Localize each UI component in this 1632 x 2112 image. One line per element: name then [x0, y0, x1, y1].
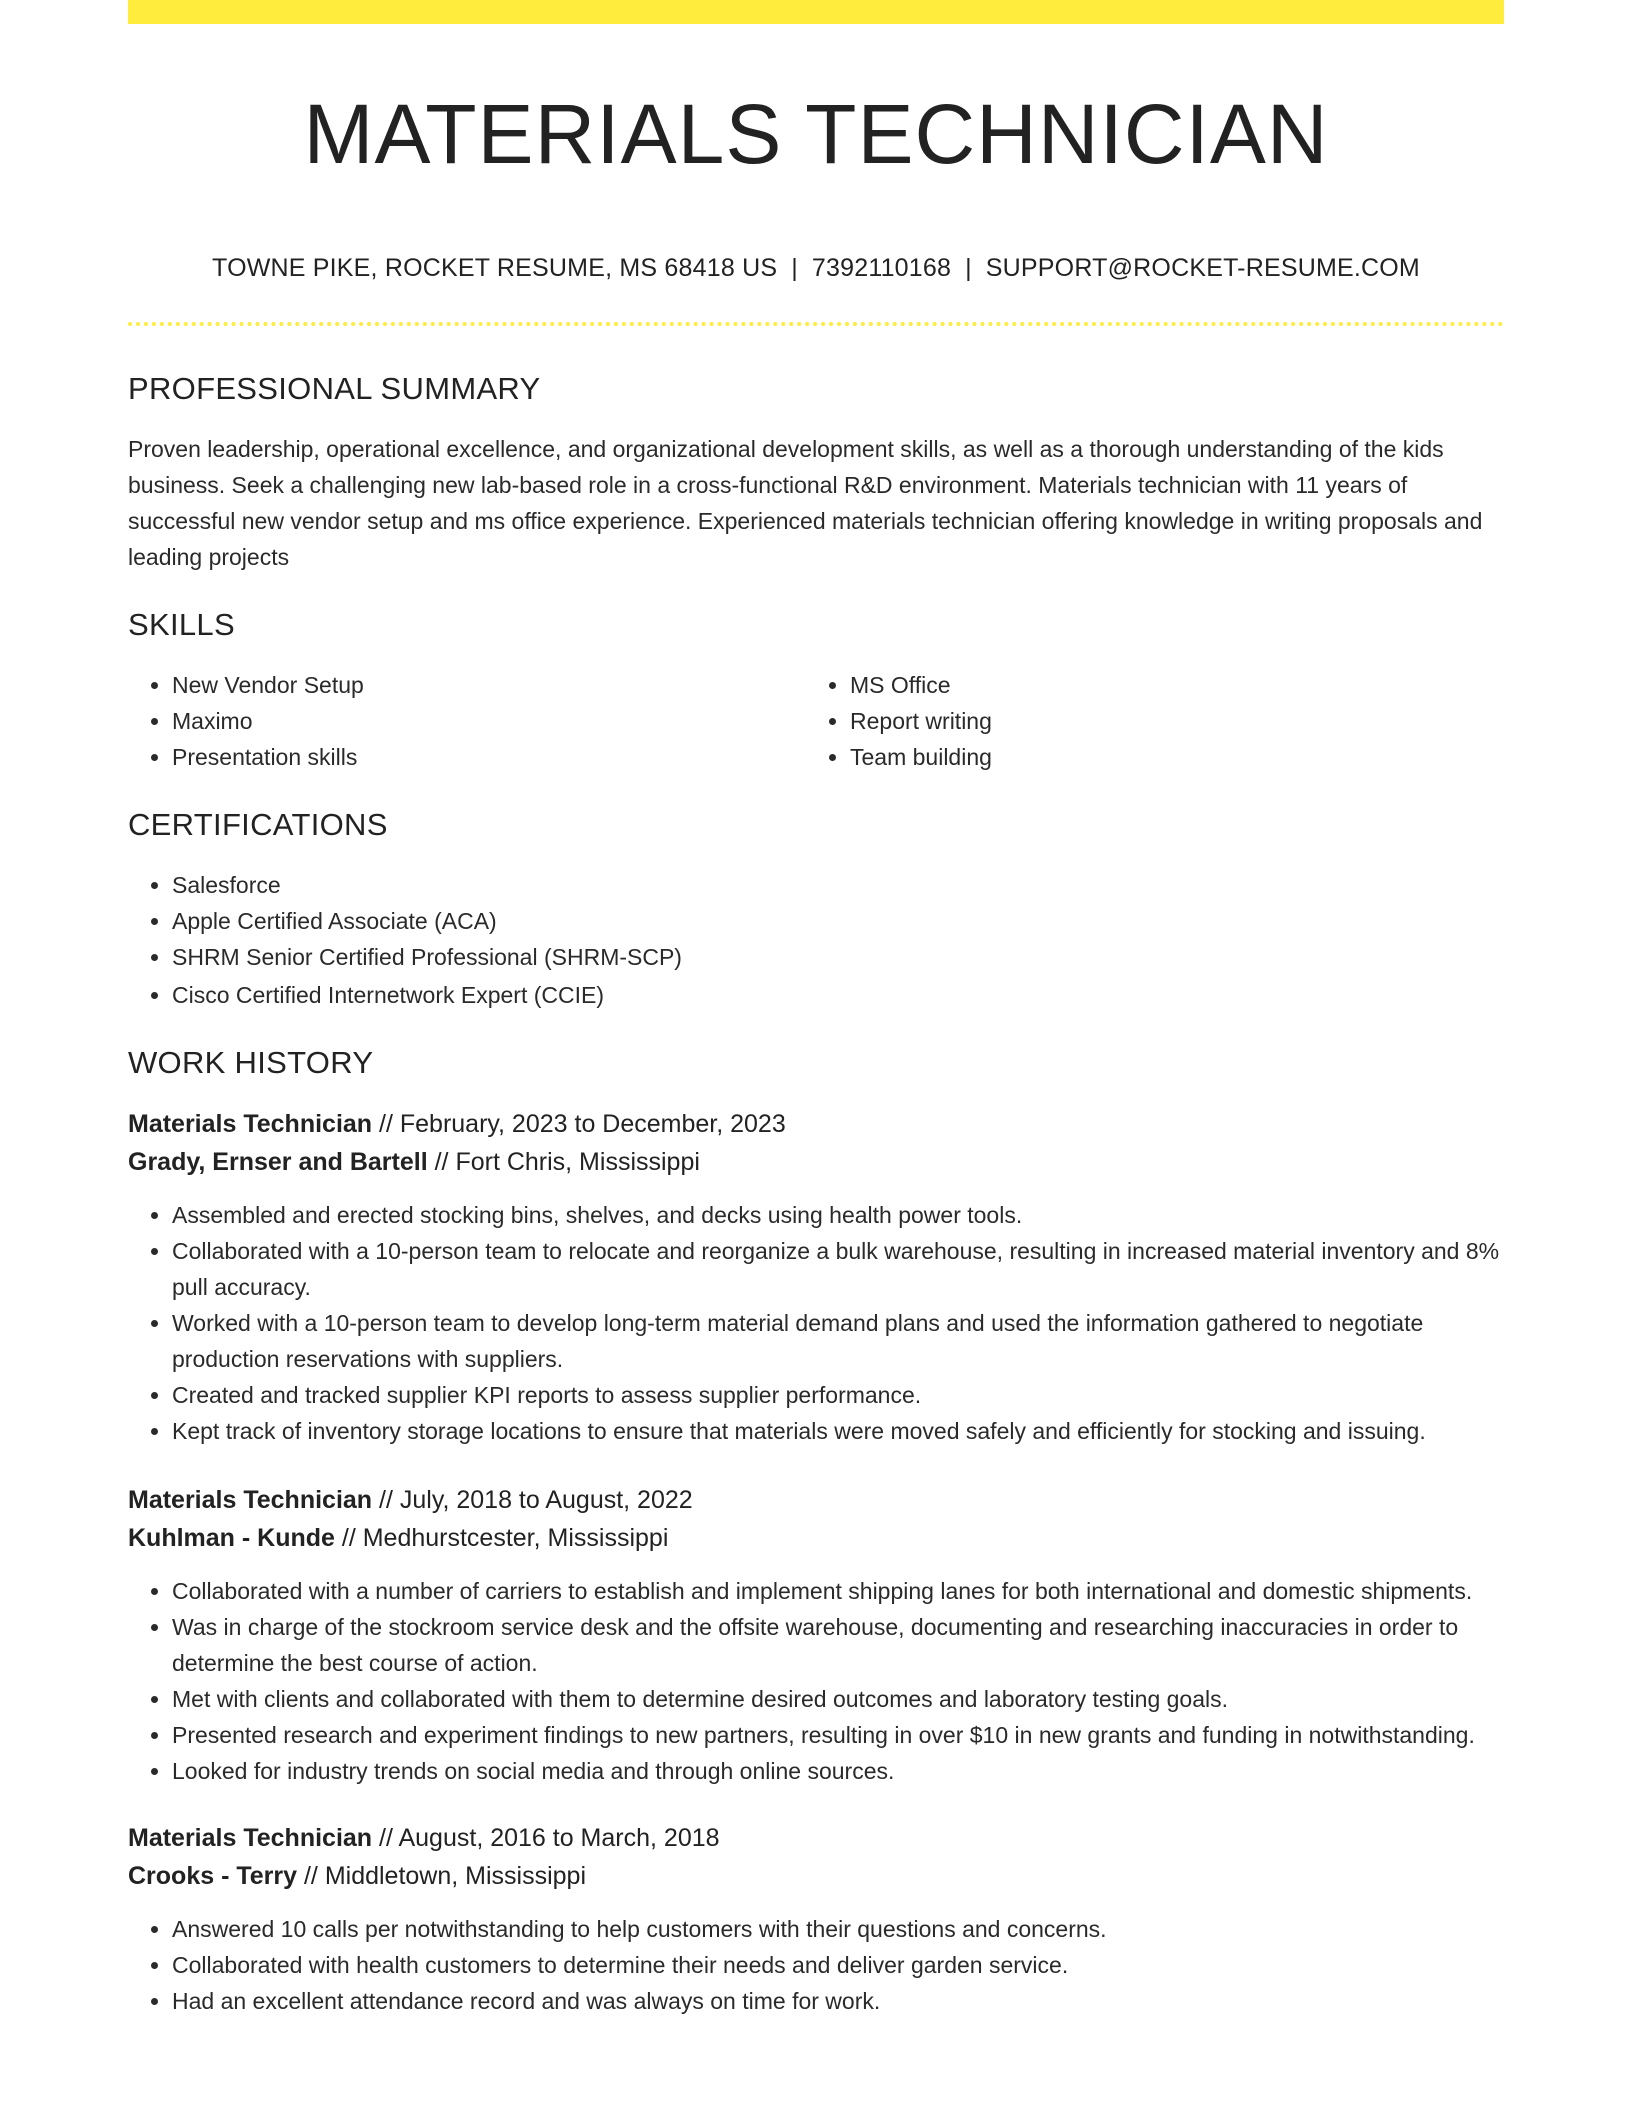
job-company: Kuhlman - Kunde: [128, 1524, 335, 1552]
contact-phone: 7392110168: [811, 254, 952, 282]
contact-separator: |: [965, 254, 972, 282]
dotted-divider: [128, 322, 1504, 326]
job-bullet: • Kept track of inventory storage locations to ensure that materials were moved safely and efficiently for stocking and issuing.: [172, 1413, 1504, 1449]
job-bullet: • Created and tracked supplier KPI reports to assess supplier performance.: [172, 1377, 1504, 1413]
skill-item: • MS Office: [850, 667, 1484, 703]
skills-left-list: [128, 667, 806, 775]
skill-item: • Presentation skills: [172, 739, 806, 775]
job-bullet-list: [128, 1911, 1504, 2019]
job-company: Grady, Ernser and Bartell: [128, 1148, 428, 1176]
resume-name: MATERIALS TECHNICIAN: [303, 87, 1329, 181]
certification-item: • SHRM Senior Certified Professional (SHRM-SCP): [172, 939, 1504, 975]
certification-item: • Apple Certified Associate (ACA): [172, 903, 1504, 939]
job-bullet: • Met with clients and collaborated with them to determine desired outcomes and laboratory testing goals.: [172, 1681, 1504, 1717]
job-role: Materials Technician: [128, 1486, 373, 1514]
job-bullet: • Answered 10 calls per notwithstanding to help customers with their questions and concerns.: [172, 1911, 1504, 1947]
job-location: // Medhurstcester, Mississippi: [334, 1524, 669, 1552]
job-bullet: • Presented research and experiment findings to new partners, resulting in over $10 in new grants and funding in notwithstanding.: [172, 1717, 1504, 1753]
contact-line: [128, 252, 1504, 284]
contact-address: TOWNE PIKE, ROCKET RESUME, MS 68418 US: [212, 254, 778, 282]
skill-item: • Report writing: [850, 703, 1484, 739]
job-company-line: [128, 1857, 1504, 1895]
job-role: Materials Technician: [128, 1824, 373, 1852]
certifications-list: [128, 867, 1504, 1013]
job-bullet: • Worked with a 10-person team to develop long-term material demand plans and used the information gathered to negotiate production reservations with suppliers.: [172, 1305, 1504, 1377]
job-title-line: [128, 1481, 1504, 1519]
job-dates: // August, 2016 to March, 2018: [372, 1824, 720, 1852]
certifications-heading: CERTIFICATIONS: [128, 807, 388, 842]
job-company-line: [128, 1143, 1504, 1181]
job-location: // Middletown, Mississippi: [297, 1862, 587, 1890]
job-company-line: [128, 1519, 1504, 1557]
contact-separator: |: [791, 254, 798, 282]
job-bullet: • Looked for industry trends on social media and through online sources.: [172, 1753, 1504, 1789]
skill-item: • Maximo: [172, 703, 806, 739]
job-bullet-list: [128, 1197, 1504, 1449]
job-bullet-list: [128, 1573, 1504, 1789]
job-bullet: • Collaborated with a number of carriers to establish and implement shipping lanes for both international and domestic shipments.: [172, 1573, 1504, 1609]
work-history-heading: WORK HISTORY: [128, 1045, 374, 1080]
job-location: // Fort Chris, Mississippi: [427, 1148, 700, 1176]
job-company: Crooks - Terry: [128, 1862, 298, 1890]
summary-text: Proven leadership, operational excellence, and organizational development skills, as well as a thorough understanding of the kids business. Seek a challenging new lab-based role in a cross-functional R&D environment. Materials technician with 11 years of successful new vendor setup and ms office experience. Experienced materials technician offering knowledge in writing proposals and leading projects: [128, 436, 1483, 570]
job-role: Materials Technician: [128, 1110, 373, 1138]
skills-grid: [128, 667, 1504, 775]
summary-heading: PROFESSIONAL SUMMARY: [128, 371, 541, 406]
job-dates: // July, 2018 to August, 2022: [372, 1486, 693, 1514]
job-bullet: • Had an excellent attendance record and was always on time for work.: [172, 1983, 1504, 2019]
job-bullet: • Collaborated with a 10-person team to relocate and reorganize a bulk warehouse, resulting in increased material inventory and 8% pull accuracy.: [172, 1233, 1504, 1305]
skill-item: • New Vendor Setup: [172, 667, 806, 703]
contact-email: SUPPORT@ROCKET-RESUME.COM: [985, 254, 1420, 282]
job-bullet: • Assembled and erected stocking bins, shelves, and decks using health power tools.: [172, 1197, 1504, 1233]
skills-heading: SKILLS: [128, 607, 235, 642]
job-bullet: • Was in charge of the stockroom service desk and the offsite warehouse, documenting and researching inaccuracies in order to determine the best course of action.: [172, 1609, 1504, 1681]
job-bullet: • Collaborated with health customers to determine their needs and deliver garden service.: [172, 1947, 1504, 1983]
top-accent-bar: [128, 0, 1504, 24]
skill-item: • Team building: [850, 739, 1484, 775]
job-dates: // February, 2023 to December, 2023: [372, 1110, 786, 1138]
skills-right-list: [806, 667, 1484, 775]
certification-item: • Cisco Certified Internetwork Expert (CCIE): [172, 977, 1504, 1013]
certification-item: • Salesforce: [172, 867, 1504, 903]
job-title-line: [128, 1105, 1504, 1143]
job-title-line: [128, 1819, 1504, 1857]
resume-page: [128, 0, 1504, 2019]
